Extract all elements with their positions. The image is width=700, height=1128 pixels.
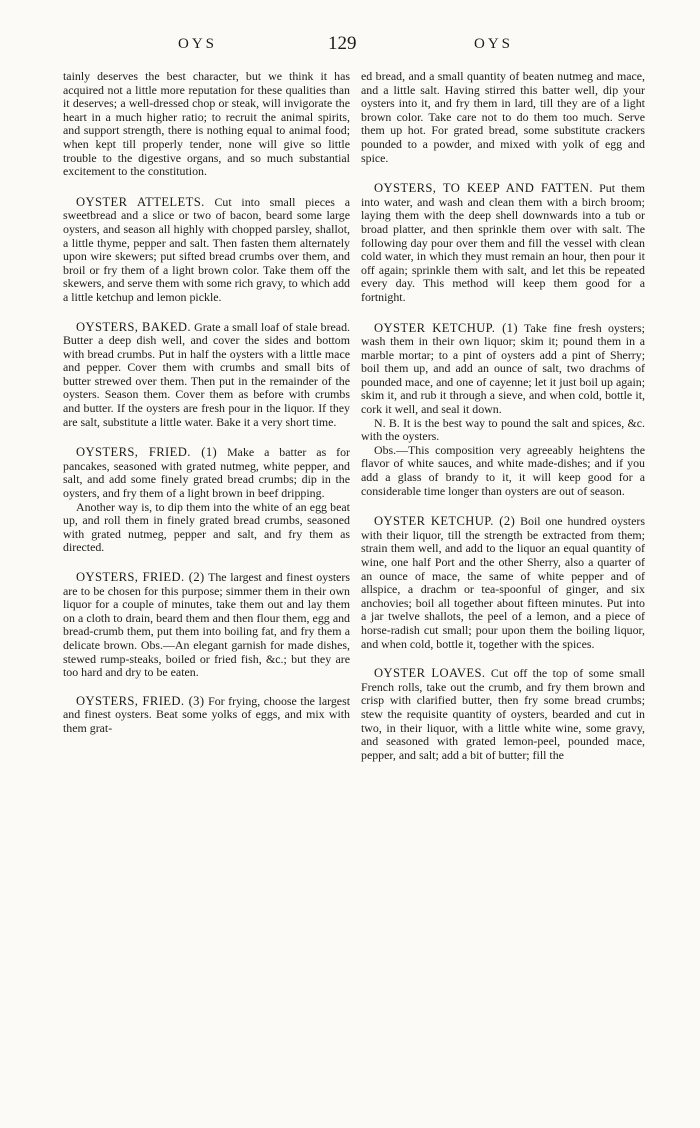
- entry-body: The largest and finest oysters are to be chosen for this purpose; simmer them in their own liquor for a couple of minutes, take them out and lay them on a cloth to drain, beard them and then flour them, egg and bread-crumb them, put them into boiling fat, and fry them a delicate brown. Obs.—An elegant garnish for made dishes, stewed rump-steaks, boiled or fried fish, &c.; but they are too hard and dry to be eaten.: [63, 570, 350, 680]
- right-column: [361, 70, 645, 762]
- entry-oyster-loaves: [361, 667, 645, 762]
- entry-oyster-ketchup-1-obs: Obs.—This composition very agreeably heightens the flavor of white sauces, and white made-dishes; and if you add a glass of brandy to it, it will keep good for a considerable time longer than oysters are out of season.: [361, 442, 645, 498]
- running-header: [0, 33, 700, 58]
- entry-body: Boil one hundred oysters with their liquor, till the strength be extracted from them; strain them well, and add to the liquor an equal quantity of wine, one half Port and the other Sherry, also a quarter of an ounce of mace, the same of white pepper and of allspice, a drachm or tea-spoonful of ginger, and six anchovies; boil all together about fifteen minutes. Put into a jar twelve shallots, the peel of a lemon, and a piece of horse-radish cut small; pour upon them the boiling liquor, and when cold, bottle it, together with the spices.: [361, 514, 645, 651]
- entry-heading: OYSTERS, FRIED. (2): [76, 570, 205, 584]
- entry-body: Cut off the top of some small French rolls, take out the crumb, and fry them brown and crisp with clarified butter, then fry some bread crumbs; stew the requisite quantity of oysters, bearded and cut in two, in their liquor, with a little white wine, some gravy, and seasoned with grated lemon-peel, pounded mace, pepper, and salt; add a bit of butter; fill the: [361, 666, 645, 762]
- entry-continuation: [63, 70, 350, 179]
- entry-body: Make a batter as for pancakes, seasoned with grated nutmeg, white pepper, and salt, and add some finely grated bread crumbs; dip in the oysters, and fry them of a light brown in beef dripping.: [63, 445, 350, 501]
- header-right-guide-word: OYS: [474, 36, 514, 52]
- entry-oysters-fried-2: [63, 571, 350, 680]
- entry-heading: OYSTERS, FRIED. (3): [76, 693, 205, 708]
- entry-heading: OYSTER LOAVES.: [374, 666, 486, 681]
- entry-body: tainly deserves the best character, but we think it has acquired not a little more reputation for these qualities than it deserves; a well-dressed chop or steak, will invigorate the heart in a much higher ratio; to recruit the animal spirits, and support strength, there is nothing equal to animal food; when kept till properly tender, none will give so little trouble to the digestive organs, and so much substantial excitement to the constitution.: [63, 69, 350, 179]
- entry-oysters-baked: [63, 321, 350, 430]
- entry-heading: OYSTER ATTELETS.: [76, 194, 205, 209]
- entry-body: Put them into water, and wash and clean them with a birch broom; laying them with the deep shell downwards into a tub or broad platter, and then sprinkle them over with salt. The following day pour over them and fill the vessel with clean cold water, in which they must remain an hour, then pour it off again; sprinkle them with salt, and let this be repeated every day. This method will keep them good for a fortnight.: [361, 181, 645, 304]
- header-left-guide-word: OYS: [178, 36, 218, 52]
- entry-oyster-ketchup-1: [361, 322, 645, 417]
- page-number: 129: [328, 33, 357, 54]
- entry-oysters-to-keep-and-fatten: [361, 182, 645, 304]
- entry-oysters-fried-1: [63, 446, 350, 500]
- entry-continuation: [361, 70, 645, 165]
- entry-oysters-fried-1-extra: Another way is, to dip them into the white of an egg beat up, and roll them in finely grated bread crumbs, seasoned with grated nutmeg, pepper and salt, and fry them as directed.: [63, 499, 350, 555]
- entry-heading: OYSTER KETCHUP. (1): [374, 320, 518, 335]
- entry-body: Take fine fresh oysters; wash them in their own liquor; skim it; pound them in a marble mortar; to a pint of oysters add a pint of Sherry; boil them up, and add an ounce of salt, two drachms of pounded mace, and one of cayenne; let it just boil up again; skim it, and rub it through a sieve, and when cold, bottle it, cork it well, and seal it down.: [361, 320, 645, 417]
- entry-heading: OYSTER KETCHUP. (2): [374, 514, 516, 529]
- left-column: [63, 70, 350, 736]
- entry-oyster-ketchup-2: [361, 515, 645, 651]
- entry-body: Cut into small pieces a sweetbread and a slice or two of bacon, beard some large oysters, and season all highly with chopped parsley, shallot, a little thyme, pepper and salt. Then fasten them alternately upon wire skewers; put sifted bread crumbs over them, and broil or fry them of a light brown color. Take them off the skewers, and serve them with some rich gravy, to which add a little ketchup and lemon pickle.: [63, 194, 350, 304]
- entry-body: For frying, choose the largest and finest oysters. Beat some yolks of eggs, and mix with them grat-: [63, 693, 350, 735]
- entry-oyster-ketchup-1-note: N. B. It is the best way to pound the salt and spices, &c. with the oysters.: [361, 415, 645, 444]
- entry-heading: OYSTERS, BAKED.: [76, 319, 191, 334]
- entry-heading: OYSTERS, TO KEEP AND FATTEN.: [374, 181, 593, 196]
- entry-body: Grate a small loaf of stale bread. Butter a deep dish well, and cover the sides and bottom with bread crumbs. Put in half the oysters with a little mace and pepper. Cover them with crumbs and small bits of butter strewed over them. Then put in the remainder of the oysters. Season them. Cover them as before with crumbs and butter. If the oysters are fresh pour in the liquor. If they are salt, substitute a little water. Bake it a very short time.: [63, 319, 350, 429]
- entry-body: ed bread, and a small quantity of beaten nutmeg and mace, and a little salt. Having stirred this batter well, dip your oysters into it, and fry them in lard, till they are of a light brown color. Take care not to do them too much. Serve them up hot. For grated bread, some substitute crackers pounded to a powder, and mixed with yolk of egg and spice.: [361, 69, 645, 165]
- entry-heading: OYSTERS, FRIED. (1): [76, 445, 218, 460]
- entry-oyster-attelets: [63, 196, 350, 305]
- entry-oysters-fried-3: [63, 695, 350, 736]
